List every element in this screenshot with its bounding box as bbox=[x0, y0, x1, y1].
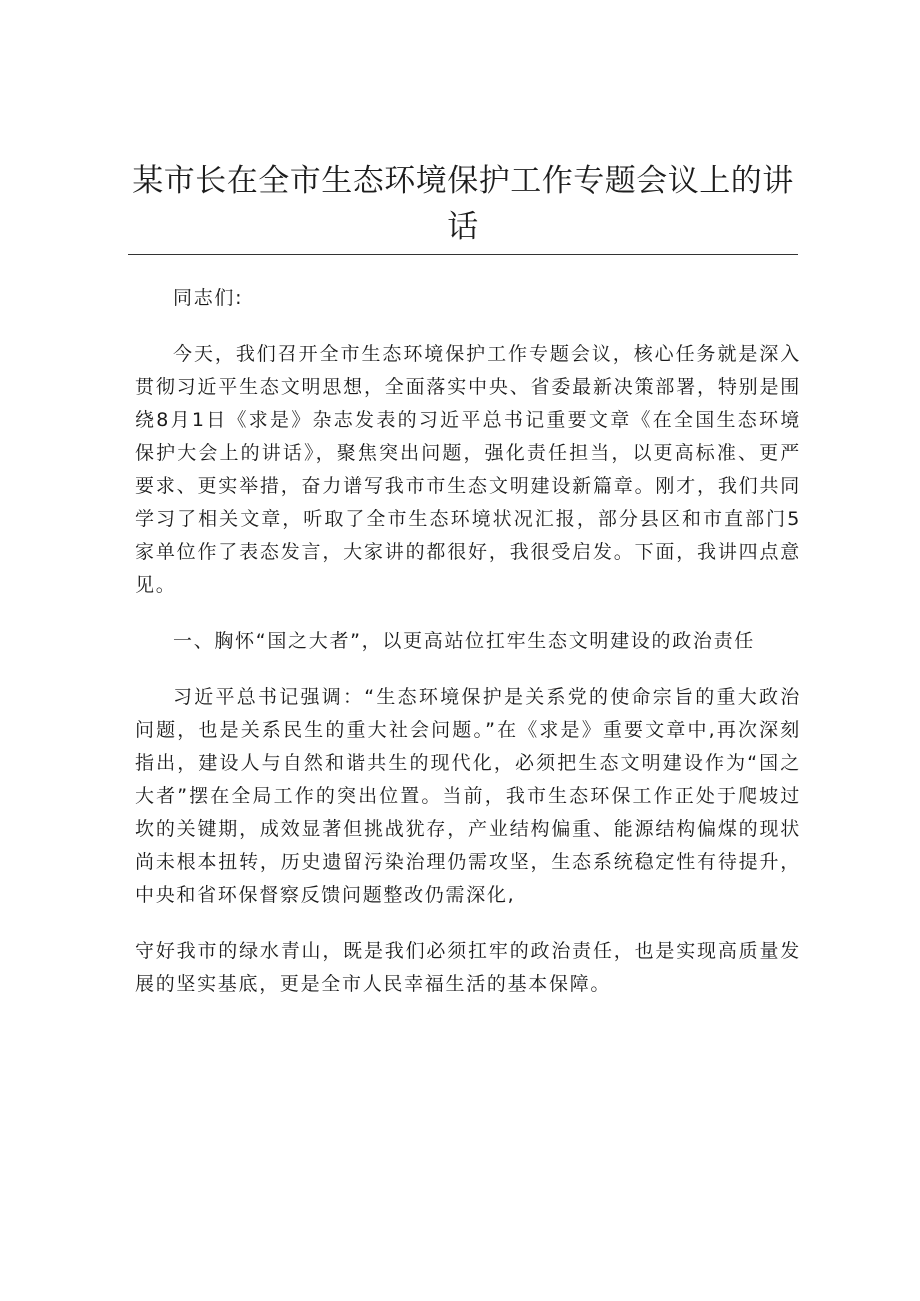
document-body bbox=[135, 282, 801, 1024]
salutation: 同志们: bbox=[173, 287, 244, 309]
paragraph-intro: 今天，我们召开全市生态环境保护工作专题会议，核心任务就是深入贯彻习近平生态文明思想，全面落实中央、省委最新决策部署，特别是围绕8月1日《求是》杂志发表的习近平总书记重要文章《在全国生态环境保护大会上的讲话》，聚焦突出问题，强化责任担当，以更高标准、更严要求、更实举措，奋力谱写我市市生态文明建设新篇章。刚才，我们共同学习了相关文章，听取了全市生态环境状况汇报，部分县区和市直部门5家单位作了表态发言，大家讲的都很好，我很受启发。下面，我讲四点意见。 bbox=[135, 343, 801, 596]
document-title: 某市长在全市生态环境保护工作专题会议上的讲话 bbox=[132, 163, 794, 245]
section-heading-1: 一、胸怀“国之大者”，以更高站位扛牢生态文明建设的政治责任 bbox=[173, 630, 755, 652]
title-underline bbox=[128, 254, 798, 255]
paragraph-section-1: 习近平总书记强调：“生态环境保护是关系党的使命宗旨的重大政治问题，也是关系民生的重大社会问题。”在《求是》重要文章中,再次深刻指出，建设人与自然和谐共生的现代化，必须把生态文明建设作为“国之大者”摆在全局工作的突出位置。当前，我市生态环保工作正处于爬坡过坎的关键期，成效显著但挑战犹存，产业结构偏重、能源结构偏煤的现状尚未根本扭转，历史遗留污染治理仍需攻坚，生态系统稳定性有待提升，中央和省环保督察反馈问题整改仍需深化, bbox=[135, 686, 801, 906]
paragraph-continuation: 守好我市的绿水青山，既是我们必须扛牢的政治责任，也是实现高质量发展的坚实基底，更是全市人民幸福生活的基本保障。 bbox=[135, 940, 801, 995]
title-block bbox=[128, 158, 798, 255]
